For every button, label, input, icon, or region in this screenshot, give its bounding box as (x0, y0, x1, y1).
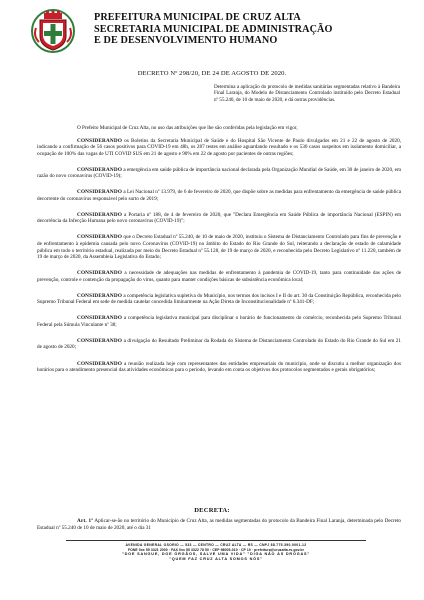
letterhead (28, 8, 408, 54)
footer-contact: FONE 0xx 55 3321 2000 · FAX 0xx 55 3322 78 50 · CEP 98005-010 · CP 10 · prefeitura@cruzalta.rs.gov.br (127, 547, 305, 552)
considerando-text: a reunião realizada hoje com representantes das entidades empresariais do município, onde se discutiu a melhor organização dos horários para o atendimento presencial das atividades econômicas para o período, levando em conta os objetivos dos protocolos segmentados e gerais obrigatórios; (37, 360, 401, 374)
decree-title: DECRETO Nº 298/20, DE 24 DE AGOSTO DE 2020. (137, 70, 287, 77)
considerando-paragraph (37, 212, 401, 225)
decree-body (37, 125, 401, 383)
footer-divider (66, 540, 366, 541)
considerando-text: a competência legislativa supletiva do Município, nos termos dos incisos I e II do art. 30 da Constituição República, reconhecida pelo Supremo Tribunal Federal em sede de medida cautelar concedida liminarmente na Ação Direta de Inconstitucionalidade nº 6.341-DF; (37, 292, 401, 306)
article-1 (37, 518, 401, 531)
considerando-keyword: CONSIDERANDO (77, 211, 123, 218)
considerando-paragraph (37, 361, 401, 374)
considerando-text: a divulgação do Resultado Preliminar da Rodada do Sistema de Distanciamento Controlado do Estado do Rio Grande do Sul em 21 de agosto de 2020; (37, 337, 401, 351)
article-text: Aplicar-se-ão no território do Município de Cruz Alta, as medidas segmentadas do protocolo da Bandeira Final Laranja, determinada pelo Decreto Estadual nº 55.240 de 10 de maio de 2020, até o dia 31 (37, 518, 401, 531)
considerando-keyword: CONSIDERANDO (77, 166, 123, 173)
footer-slogan: "DOE SANGUE, DOE ÓRGÃOS, SALVE UMA VIDA" "DIGA NÃO ÀS DROGAS" (122, 552, 310, 557)
considerando-keyword: CONSIDERANDO (77, 189, 123, 196)
letterhead-text (94, 12, 404, 47)
header-prefeitura: PREFEITURA MUNICIPAL DE CRUZ ALTA (94, 12, 301, 23)
considerando-text: a emergência em saúde pública de importância nacional declarada pela Organização Mundial de Saúde, em 30 de janeiro de 2020, em razão do novo coronavírus (COVID-19); (37, 166, 401, 180)
considerando-paragraph (37, 234, 401, 260)
header-desenvolvimento: E DE DESENVOLVIMENTO HUMANO (94, 35, 278, 46)
considerando-paragraph (37, 270, 401, 283)
considerando-keyword: CONSIDERANDO (77, 360, 123, 367)
considerando-text: que o Decreto Estadual nº 55.240, de 10 de maio de 2020, instituiu o Sistema de Distanciamento Controlado para fins de prevenção e de enfrentamento à epidemia causada pelo novo Coronavírus (COVID-19) no âmbito do Estado do Rio Grande do Sul, reiterando a declaração de estado de calamidade pública em todo o território estadual, realizada por meio do Decreto Estadual nº 55.128, de 19 de março de 2020, e reconhecida pelo Decreto Legislativo nº 11.220, também de 19 de março de 2020, da Assembleia Legislativa do Estado; (37, 234, 401, 261)
intro-paragraph: O Prefeito Municipal de Cruz Alta, no uso das atribuições que lhe são conferidas pela legislação em vigor, (77, 125, 298, 131)
decree-summary: Determina a aplicação do protocolo de medidas sanitárias segmentadas relativo à Bandeira Final Laranja, do Modelo de Distanciamento Controlado instituído pelo Decreto Estadual nº 55.240, de 10 de maio de 2020, e dá outras providências. (214, 84, 400, 103)
considerando-keyword: CONSIDERANDO (77, 270, 123, 277)
considerando-text: a Lei Nacional nº 13.979, de 6 de fevereiro de 2020, que dispõe sobre as medidas para enfrentamento da emergência de saúde pública decorrente do coronavírus responsável pelo surto de 2019; (37, 189, 401, 202)
considerando-text: a necessidade de adequações nas medidas de enfrentamento à pandemia de COVID-19, tanto para continuidade das ações de prevenção, controle e contenção da propagação do vírus, quanto para manter condições básicas de subsistência econômica local; (37, 270, 401, 283)
header-secretaria: SECRETARIA MUNICIPAL DE ADMINISTRAÇÃO (94, 23, 333, 35)
considerando-paragraph (37, 338, 401, 351)
considerando-paragraph (37, 189, 401, 202)
considerando-keyword: CONSIDERANDO (77, 137, 123, 144)
considerando-paragraph (37, 315, 401, 328)
considerando-text: a Portaria nº 188, de 4 de fevereiro de 2020, que "Declara Emergência em Saúde Pública de importância Nacional (ESPIN) em decorrência da Infecção Humana pelo novo coronavírus (COVID-19)"; (37, 211, 401, 225)
municipal-crest-icon (30, 8, 76, 54)
considerando-keyword: CONSIDERANDO (77, 337, 123, 344)
considerando-paragraph (37, 138, 401, 158)
footer (64, 543, 368, 562)
considerando-paragraph (37, 167, 401, 180)
considerando-paragraph (37, 293, 401, 306)
footer-address: AVENIDA GENERAL OSORIO — 533 — CENTRO — CRUZ ALTA — RS — CNPJ 88.775.390.0001-12 (125, 543, 307, 547)
considerando-keyword: CONSIDERANDO (77, 234, 123, 241)
considerando-text: os Boletins da Secretaria Municipal de Saúde e do Hospital São Vicente de Paulo divulgados em 21 e 22 de agosto de 2020, indicando a confirmação de 56 casos positivos para COVID-19 em 48h, os 287 testes em análise aguardando resultado e os 530 casos suspeitos em isolamento domiciliar, a ocupação de 100% das vagas de UTI COVID SUS em 21 de agosto e 90% em 22 de agosto por pacientes de outras regiões; (37, 137, 401, 157)
article-label: Art. 1º (77, 518, 94, 524)
considerando-keyword: CONSIDERANDO (77, 315, 123, 322)
considerando-keyword: CONSIDERANDO (77, 292, 123, 299)
footer-motto: "QUEM FAZ CRUZ ALTA SOMOS NÓS" (169, 557, 263, 562)
decreta-heading: DECRETA: (194, 507, 230, 514)
considerando-text: a competência legislativa municipal para disciplinar o horário de funcionamento do comércio, reconhecida pelo Supremo Tribunal Federal pela Súmula Vinculante nº 38; (37, 315, 401, 328)
